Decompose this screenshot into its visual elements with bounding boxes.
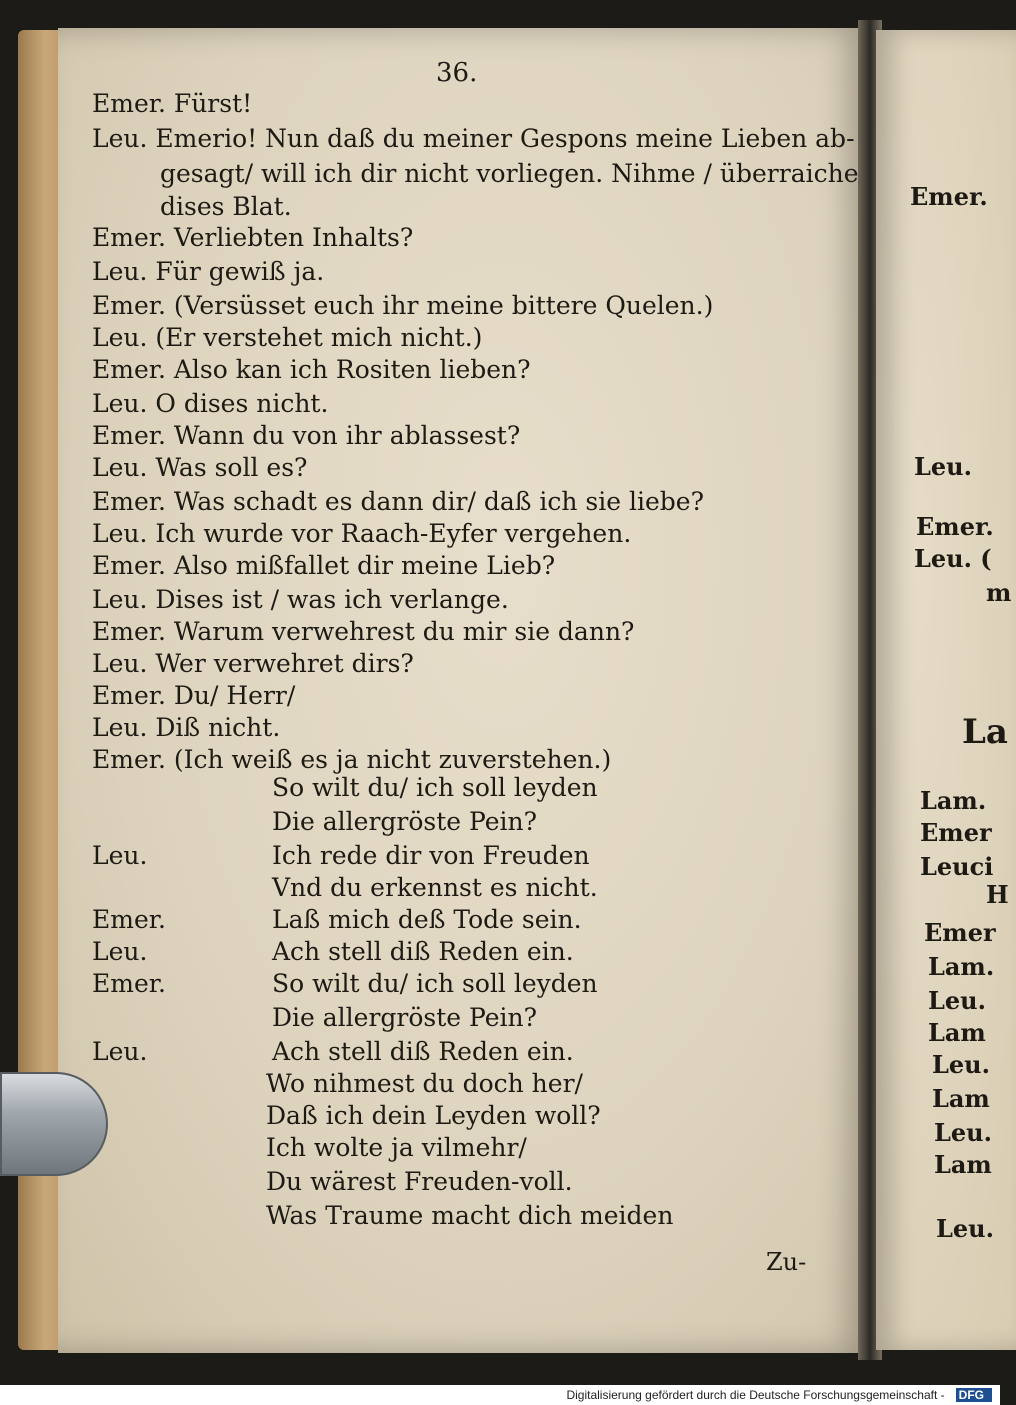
verse-line: Du wärest Freuden-voll. (266, 1167, 573, 1196)
right-page-fragment: H (986, 880, 1009, 909)
right-page-fragment: Emer. (916, 512, 994, 541)
verse-line: Ich wolte ja vilmehr/ (266, 1133, 527, 1162)
dialogue-line: Leu. Was soll es? (92, 453, 308, 482)
right-page-fragment: Leu. (928, 986, 986, 1015)
right-page-fragment: Leu. (936, 1214, 994, 1243)
dialogue-line: Emer. Fürst! (92, 89, 253, 118)
right-page-fragment: Lam. (920, 786, 987, 815)
verse-speaker: Leu. (92, 1037, 148, 1066)
footer (0, 1385, 1000, 1405)
dialogue-line: Emer. Du/ Herr/ (92, 681, 296, 710)
dialogue-line: Emer. Wann du von ihr ablassest? (92, 421, 521, 450)
verse-speaker: Leu. (92, 937, 148, 966)
dialogue-line: Emer. Was schadt es dann dir/ daß ich sie liebe? (92, 487, 704, 516)
right-page-fragment: Emer. (910, 182, 988, 211)
dialogue-line: Emer. Warum verwehrest du mir sie dann? (92, 617, 635, 646)
right-page-fragment: Leu. (914, 452, 972, 481)
verse-line: Laß mich deß Tode sein. (272, 905, 582, 934)
dialogue-line: Leu. Ich wurde vor Raach-Eyfer vergehen. (92, 519, 632, 548)
verse-line: So wilt du/ ich soll leyden (272, 969, 598, 998)
catchword: Zu- (766, 1248, 807, 1276)
verse-line: Ach stell diß Reden ein. (272, 937, 574, 966)
page-clip (0, 1072, 108, 1176)
dialogue-line: Emer. (Versüsset euch ihr meine bittere Quelen.) (92, 291, 714, 320)
dialogue-line: Leu. Diß nicht. (92, 713, 281, 742)
dialogue-line: Emer. Also kan ich Rositen lieben? (92, 355, 531, 384)
right-page-fragment: Lam (928, 1018, 986, 1047)
dialogue-line: Leu. Für gewiß ja. (92, 257, 325, 286)
verse-speaker: Emer. (92, 969, 166, 998)
verse-line: Was Traume macht dich meiden (266, 1201, 674, 1230)
verse-line: Vnd du erkennst es nicht. (272, 873, 598, 902)
verse-line: So wilt du/ ich soll leyden (272, 773, 598, 802)
right-page-fragment: Lam (932, 1084, 990, 1113)
verse-speaker: Leu. (92, 841, 148, 870)
right-page-fragment: Leuci (920, 852, 994, 881)
right-page-fragment: Leu. (932, 1050, 990, 1079)
right-page-fragment: Lam (934, 1150, 992, 1179)
dialogue-line: Leu. Wer verwehret dirs? (92, 649, 414, 678)
dialogue-line: Emer. Verliebten Inhalts? (92, 223, 414, 252)
verse-line: Wo nihmest du doch her/ (266, 1069, 583, 1098)
dialogue-line: Emer. (Ich weiß es ja nicht zuverstehen.) (92, 745, 612, 774)
right-page-fragment: Emer (920, 818, 992, 847)
dialogue-line: dises Blat. (160, 192, 292, 221)
right-page-fragment: Leu. (934, 1118, 992, 1147)
verse-line: Ach stell diß Reden ein. (272, 1037, 574, 1066)
right-page-fragment: Emer (924, 918, 996, 947)
right-page-fragment: La (962, 712, 1008, 752)
dialogue-line: Leu. Emerio! Nun daß du meiner Gespons meine Lieben ab- (92, 124, 855, 153)
verse-line: Die allergröste Pein? (272, 1003, 538, 1032)
verse-line: Daß ich dein Leyden woll? (266, 1101, 601, 1130)
page-number: 36. (436, 58, 478, 88)
right-page-fragment: Leu. ( (914, 544, 992, 573)
dialogue-line: gesagt/ will ich dir nicht vorliegen. Nihme / überraiche (160, 159, 859, 188)
dialogue-line: Leu. Dises ist / was ich verlange. (92, 585, 509, 614)
dialogue-line: Emer. Also mißfallet dir meine Lieb? (92, 551, 556, 580)
dialogue-line: Leu. (Er verstehet mich nicht.) (92, 323, 483, 352)
verse-line: Ich rede dir von Freuden (272, 841, 590, 870)
verse-speaker: Emer. (92, 905, 166, 934)
dfg-logo: DFG (956, 1388, 992, 1402)
dialogue-line: Leu. O dises nicht. (92, 389, 329, 418)
verse-line: Die allergröste Pein? (272, 807, 538, 836)
right-page-fragment: m (986, 578, 1012, 607)
footer-text: Digitalisierung gefördert durch die Deutsche Forschungsgemeinschaft - (566, 1388, 945, 1402)
right-page-fragment: Lam. (928, 952, 995, 981)
